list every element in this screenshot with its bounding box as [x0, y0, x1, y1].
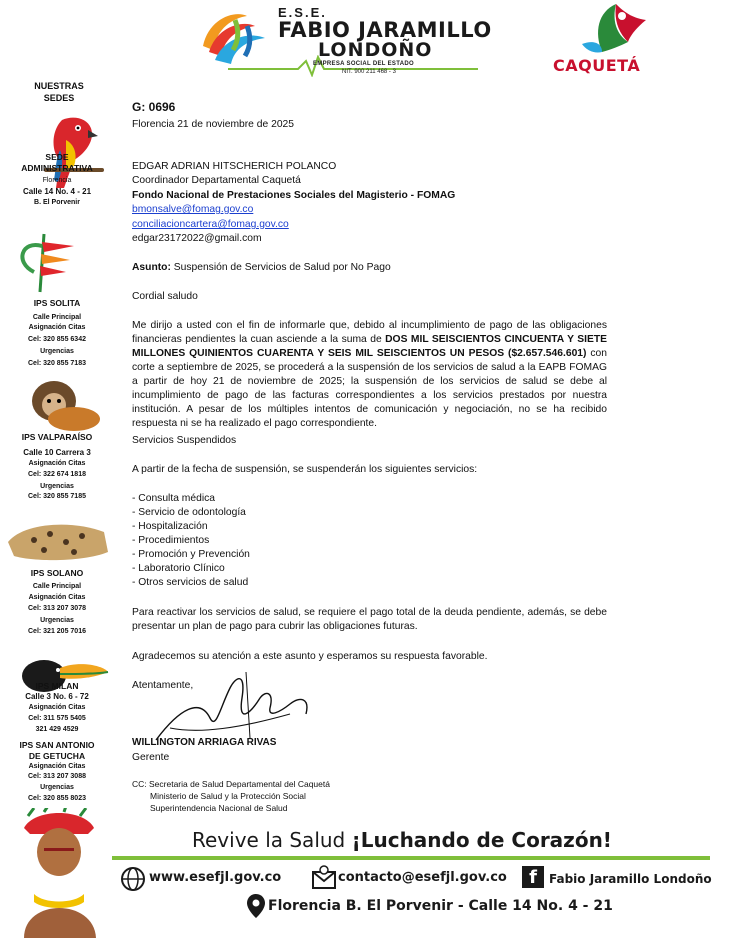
services-list — [132, 492, 250, 590]
ips-valparaiso-name: IPS VALPARAÍSO — [21, 432, 93, 442]
subject-line — [132, 261, 391, 275]
reactivation-paragraph: Para reactivar los servicios de salud, se requiere el pago total de la deuda pendiente, además, se debe presentar un plan de pago para cubrir las obligaciones futuras. — [132, 607, 607, 632]
cc-line-1 — [132, 778, 330, 790]
cc-block — [132, 778, 330, 814]
facebook-icon: f — [522, 866, 544, 888]
sede-line: Asignación Citas — [28, 763, 86, 770]
header-name-line1: FABIO JARAMILLO — [278, 18, 492, 42]
email-icon — [310, 864, 338, 892]
heliconia-flower-icon — [4, 232, 112, 294]
email-link[interactable]: contacto@esefjl.gov.co — [338, 870, 507, 885]
facebook-link[interactable]: Fabio Jaramillo Londoño — [549, 872, 712, 886]
sede-name-line1: SEDE — [45, 152, 69, 162]
caqueta-flag-icon — [572, 2, 652, 57]
globe-icon — [120, 866, 146, 892]
cc-recipient: Ministerio de Salud y la Protección Social — [150, 791, 306, 801]
signer-title: Gerente — [132, 752, 170, 763]
main-paragraph — [132, 319, 607, 431]
recipient-name: EDGAR ADRIAN HITSCHERICH POLANCO — [132, 161, 337, 172]
sede-name-line2: ADMINISTRATIVA — [21, 163, 93, 173]
letter-date: Florencia 21 de noviembre de 2025 — [132, 119, 294, 130]
header-nit: NIT. 900 211 468 - 3 — [342, 69, 396, 75]
ips-solita-name: IPS SOLITA — [33, 298, 81, 308]
sede-line: Asignación Citas — [28, 594, 86, 601]
subject-label: Asunto: — [132, 262, 171, 273]
sede-line: Urgencias — [40, 348, 74, 355]
sidebar-title — [28, 80, 90, 104]
slogan-part-2: ¡Luchando de Corazón! — [351, 828, 612, 852]
service-item: - Servicio de odontología — [132, 507, 246, 518]
sede-line: Calle 3 No. 6 - 72 — [25, 692, 89, 701]
service-item: - Procedimientos — [132, 535, 210, 546]
thanks-paragraph: Agradecemos su atención a este asunto y esperamos su respuesta favorable. — [132, 651, 488, 662]
sede-line: Cel: 322 674 1818 — [28, 471, 86, 478]
sede-line: Asignación Citas — [28, 460, 86, 467]
sede-line: B. El Porvenir — [34, 199, 80, 206]
sede-line: Asignación Citas — [28, 324, 86, 331]
sede-name-line2: DE GETUCHA — [28, 751, 86, 761]
ocelot-icon — [4, 512, 112, 564]
subject-text: Suspensión de Servicios de Salud por No Pago — [170, 262, 391, 273]
header-name-line2: LONDOÑO — [318, 39, 433, 61]
caqueta-logo-text: CAQUETÁ — [553, 56, 641, 75]
sede-line: Florencia — [42, 177, 72, 184]
sede-line: Cel: 320 855 7183 — [28, 360, 86, 367]
email-link-1[interactable]: bmonsalve@fomag.gov.co — [132, 204, 254, 215]
ips-san-antonio-name — [2, 740, 112, 762]
indigenous-portrait-icon — [4, 808, 112, 938]
sede-line: Calle 10 Carrera 3 — [23, 448, 91, 457]
monkey-icon — [4, 375, 112, 433]
sede-line: Urgencias — [40, 483, 74, 490]
sede-line: Urgencias — [40, 617, 74, 624]
service-item: - Laboratorio Clínico — [132, 563, 225, 574]
cc-recipient: Secretaria de Salud Departamental del Caquetá — [146, 779, 330, 789]
ips-milan-name: IPS MILAN — [35, 681, 79, 691]
service-item: - Consulta médica — [132, 493, 215, 504]
sede-line: Cel: 320 855 7185 — [28, 493, 86, 500]
service-item: - Hospitalización — [132, 521, 208, 532]
section-title: Servicios Suspendidos — [132, 435, 237, 446]
sede-line: Asignación Citas — [28, 704, 86, 711]
letter-code: G: 0696 — [132, 100, 176, 114]
ips-solano-name: IPS SOLANO — [30, 568, 84, 578]
sidebar-title-line1: NUESTRAS — [34, 81, 84, 91]
sede-line: Calle Principal — [32, 314, 82, 321]
sede-line: Calle Principal — [32, 583, 82, 590]
sede-administrativa-name — [2, 152, 112, 174]
sede-line: Cel: 313 207 3088 — [28, 773, 86, 780]
service-item: - Promoción y Prevención — [132, 549, 250, 560]
signer-name: WILLINGTON ARRIAGA RIVAS — [132, 737, 277, 748]
sede-line: Cel: 320 855 6342 — [28, 336, 86, 343]
sede-line: Cel: 313 207 3078 — [28, 605, 86, 612]
cc-recipient: Superintendencia Nacional de Salud — [150, 803, 288, 813]
recipient-org: Fondo Nacional de Prestaciones Sociales del Magisterio - FOMAG — [132, 190, 456, 201]
sede-line: Cel: 321 205 7016 — [28, 628, 86, 635]
closing: Atentamente, — [132, 680, 194, 691]
sede-line: Cel: 320 855 8023 — [28, 795, 86, 802]
cc-label: CC: — [132, 779, 147, 789]
debt-amount: DOS MIL SEISCIENTOS CINCUENTA Y SIETE MILLONES QUINIENTOS CUARENTA Y SEIS MIL SEISCIENTOS UN PESOS ($2.657.546.601) — [132, 334, 607, 359]
email-link-2[interactable]: conciliacioncartera@fomag.gov.co — [132, 219, 289, 230]
slogan — [192, 828, 612, 852]
address: Florencia B. El Porvenir - Calle 14 No. 4 - 21 — [268, 898, 613, 914]
sidebar-title-line2: SEDES — [43, 93, 75, 103]
header-subtitle: EMPRESA SOCIAL DEL ESTADO — [313, 61, 414, 67]
footer-divider — [112, 856, 710, 860]
header-ese: E.S.E. — [278, 5, 327, 20]
recipient-email-3: edgar23172022@gmail.com — [132, 233, 262, 244]
sede-line: Cel: 311 575 5405 — [28, 715, 86, 722]
recipient-title: Coordinador Departamental Caquetá — [132, 175, 301, 186]
slogan-part-1: Revive la Salud — [192, 828, 352, 852]
website-link[interactable]: www.esefjl.gov.co — [149, 870, 282, 885]
sede-line: 321 429 4529 — [35, 726, 79, 733]
sede-name-line1: IPS SAN ANTONIO — [19, 740, 95, 750]
services-intro: A partir de la fecha de suspensión, se suspenderán los siguientes servicios: — [132, 464, 478, 475]
sede-line: Calle 14 No. 4 - 21 — [22, 187, 92, 196]
location-pin-icon — [246, 893, 266, 919]
main-paragraph-a: Me dirijo a usted con el fin de informarle que, debido al incumplimiento de pago de las obligaciones financieras pendientes la cuan asciende a la suma de — [132, 320, 607, 345]
sede-line: Urgencias — [40, 784, 74, 791]
greeting: Cordial saludo — [132, 291, 198, 302]
service-item: - Otros servicios de salud — [132, 577, 249, 588]
main-paragraph-b: con corte a septiembre de 2025, se procederá a la suspensión de los servicios de salud a la EAPB FOMAG a partir de hoy 21 de noviembre de 2025; la suspensión de los servicios de salud se debe al incumplimiento de pago de las facturas correspondientes a los servicios prestados por nuestra institución. A pesar de los múltiples intentos de comunicación y negociación, no se ha recibido respuesta ni se ha realizado el pago correspondiente. — [132, 348, 608, 429]
